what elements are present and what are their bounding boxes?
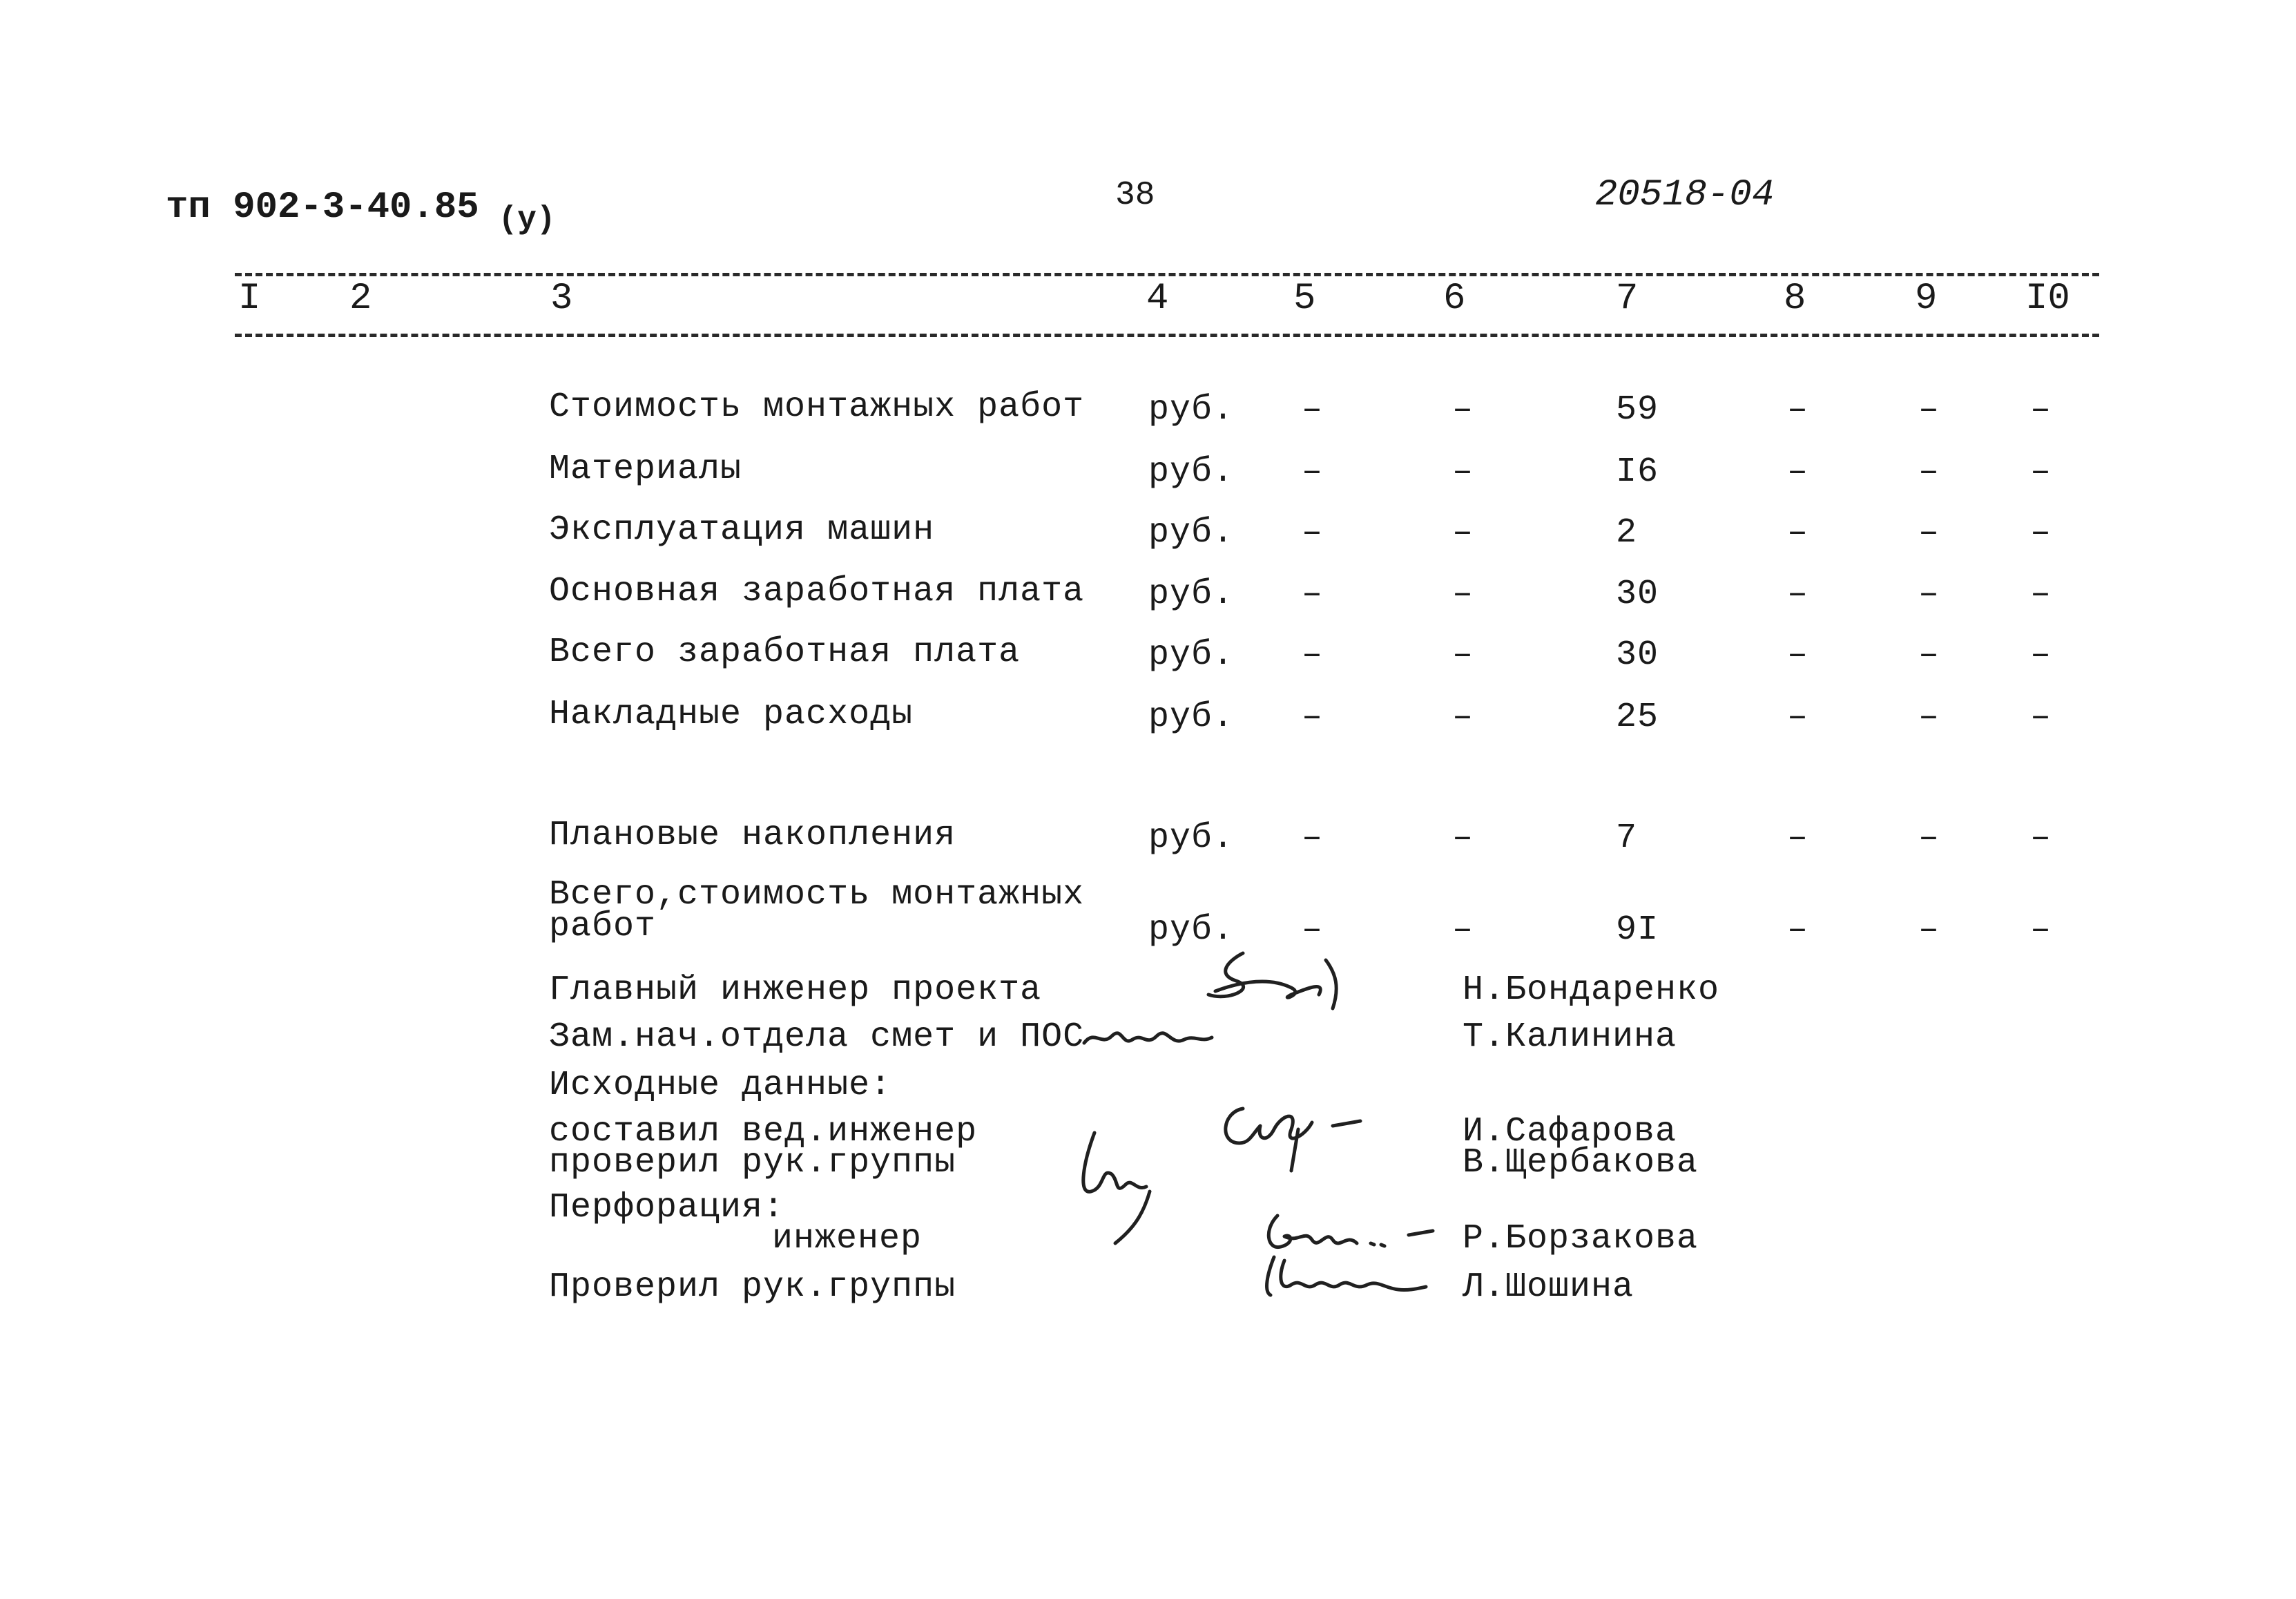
header-top-rule <box>235 273 2099 276</box>
cell-col6: – <box>1452 452 1474 492</box>
row-label-line2: работ <box>549 907 657 946</box>
compiled-name: И.Сафарова <box>1463 1112 1677 1151</box>
table-row <box>0 635 2296 684</box>
cell-col6: – <box>1452 910 1474 950</box>
row-label: Эксплуатация машин <box>549 510 935 550</box>
row-unit: руб. <box>1148 818 1235 858</box>
checked2-name: Л.Шошина <box>1463 1267 1634 1307</box>
page-number: 38 <box>1115 177 1155 214</box>
row-label: Накладные расходы <box>549 695 914 734</box>
header-bottom-rule <box>235 334 2099 337</box>
cell-col7: 7 <box>1616 818 1638 858</box>
cell-col7: 30 <box>1616 635 1659 675</box>
cell-col5: – <box>1302 452 1324 492</box>
table-row <box>0 387 2296 439</box>
column-number-3: 3 <box>550 278 573 320</box>
table-row <box>0 818 2296 867</box>
row-label: Стоимость монтажных работ <box>549 387 1085 427</box>
row-unit: руб. <box>1148 698 1235 737</box>
cell-col5: – <box>1302 818 1324 858</box>
cell-col8: – <box>1787 818 1809 858</box>
cell-col10: – <box>2030 390 2052 430</box>
column-number-7: 7 <box>1616 278 1639 320</box>
row-label: Всего заработная плата <box>549 633 1021 672</box>
row-unit: руб. <box>1148 910 1235 950</box>
cell-col9: – <box>1918 390 1940 430</box>
column-number-4: 4 <box>1146 278 1169 320</box>
cell-col9: – <box>1918 910 1940 950</box>
column-number-1: I <box>238 278 261 320</box>
compiled-label: составил вед.инженер <box>549 1112 978 1151</box>
cell-col5: – <box>1302 698 1324 737</box>
cell-col9: – <box>1918 698 1940 737</box>
chief-engineer-name: Н.Бондаренко <box>1463 970 1720 1010</box>
column-number-5: 5 <box>1293 278 1316 320</box>
row-label: Плановые накопления <box>549 816 956 855</box>
cell-col6: – <box>1452 635 1474 675</box>
signature-kalinina <box>1081 1015 1233 1057</box>
engineer-name: Р.Борзакова <box>1463 1219 1699 1258</box>
document-code-text: тп 902-3-40.85 <box>166 186 479 229</box>
cell-col7: I6 <box>1616 452 1659 492</box>
engineer-label: инженер <box>772 1219 923 1258</box>
cell-col6: – <box>1452 390 1474 430</box>
row-unit: руб. <box>1148 452 1235 492</box>
source-data-label: Исходные данные: <box>549 1066 892 1105</box>
cell-col7: 2 <box>1616 513 1638 553</box>
cell-col6: – <box>1452 575 1474 614</box>
row-unit: руб. <box>1148 575 1235 614</box>
cell-col8: – <box>1787 390 1809 430</box>
table-row <box>0 875 2296 955</box>
cell-col6: – <box>1452 818 1474 858</box>
perforation-label: Перфорация: <box>549 1188 785 1227</box>
column-number-10: I0 <box>2025 278 2070 320</box>
cell-col5: – <box>1302 910 1324 950</box>
cell-col5: – <box>1302 635 1324 675</box>
table-row <box>0 510 2296 562</box>
signature-shcherbakova <box>1074 1126 1184 1243</box>
row-label: Основная заработная плата <box>549 572 1085 611</box>
cell-col5: – <box>1302 575 1324 614</box>
cell-col10: – <box>2030 452 2052 492</box>
cell-col5: – <box>1302 390 1324 430</box>
row-label-line1: Всего,стоимость монтажных <box>549 875 1085 915</box>
cell-col9: – <box>1918 575 1940 614</box>
cell-col9: – <box>1918 452 1940 492</box>
cell-col8: – <box>1787 452 1809 492</box>
cell-col6: – <box>1452 513 1474 553</box>
signature-shoshina <box>1257 1254 1436 1302</box>
document-code-suffix: (у) <box>498 202 556 238</box>
cell-col7: 9I <box>1616 910 1659 950</box>
cell-col8: – <box>1787 635 1809 675</box>
chief-engineer-label: Главный инженер проекта <box>549 970 1042 1010</box>
signature-safarova <box>1215 1095 1367 1178</box>
cell-col8: – <box>1787 910 1809 950</box>
row-label: Материалы <box>549 450 742 489</box>
cell-col7: 59 <box>1616 390 1659 430</box>
deputy-name: Т.Калинина <box>1463 1017 1677 1057</box>
cell-col5: – <box>1302 513 1324 553</box>
row-unit: руб. <box>1148 390 1235 430</box>
cell-col8: – <box>1787 698 1809 737</box>
cell-col10: – <box>2030 513 2052 553</box>
table-row <box>0 572 2296 623</box>
cell-col10: – <box>2030 635 2052 675</box>
signature-bondarenko <box>1188 939 1367 1022</box>
cell-col10: – <box>2030 910 2052 950</box>
cell-col10: – <box>2030 575 2052 614</box>
cell-col8: – <box>1787 513 1809 553</box>
column-number-2: 2 <box>349 278 372 320</box>
document-code <box>166 186 556 238</box>
cell-col7: 30 <box>1616 575 1659 614</box>
table-row <box>0 695 2296 746</box>
cell-col9: – <box>1918 818 1940 858</box>
document-number: 20518-04 <box>1595 174 1775 216</box>
column-number-8: 8 <box>1784 278 1806 320</box>
cell-col10: – <box>2030 698 2052 737</box>
column-number-9: 9 <box>1915 278 1938 320</box>
cell-col10: – <box>2030 818 2052 858</box>
cell-col8: – <box>1787 575 1809 614</box>
cell-col6: – <box>1452 698 1474 737</box>
row-label <box>549 875 1085 946</box>
row-unit: руб. <box>1148 635 1235 675</box>
checked2-label: Проверил рук.группы <box>549 1267 956 1307</box>
deputy-label: Зам.нач.отдела смет и ПОС <box>549 1017 1085 1057</box>
cell-col9: – <box>1918 635 1940 675</box>
row-unit: руб. <box>1148 513 1235 553</box>
checked-label: проверил рук.группы <box>549 1143 956 1183</box>
checked-name: В.Щербакова <box>1463 1143 1699 1183</box>
cell-col7: 25 <box>1616 698 1659 737</box>
table-row <box>0 452 2296 501</box>
column-number-6: 6 <box>1443 278 1466 320</box>
cell-col9: – <box>1918 513 1940 553</box>
